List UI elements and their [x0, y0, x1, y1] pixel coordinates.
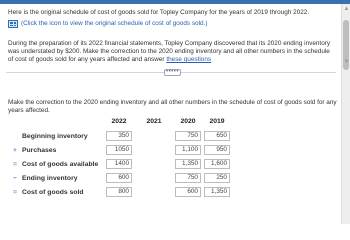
expand-more-button[interactable]: •••••: [165, 69, 179, 75]
problem-paragraph: [8, 40, 336, 64]
scroll-down-arrow-icon[interactable]: ▼: [343, 59, 350, 65]
row-label-text: Cost of goods available: [22, 160, 99, 168]
cell-ending-inventory-2020[interactable]: 750: [175, 173, 201, 183]
cell-beginning-inventory-2020[interactable]: 750: [175, 131, 201, 141]
row-label-purchases: [8, 145, 56, 155]
row-label-beginning-inventory: [8, 131, 88, 141]
schedule-link-row[interactable]: [8, 19, 208, 28]
row-label-text: Cost of goods sold: [22, 188, 84, 196]
cell-cost-available-2019[interactable]: 1,600: [204, 159, 230, 169]
cell-cogs-2020[interactable]: 600: [175, 187, 201, 197]
intro-text: Here is the original schedule of cost of goods sold for Topley Company for the years of 2019 through 2022.: [8, 9, 310, 16]
row-label-cost-of-goods-available: [8, 159, 98, 169]
vertical-scrollbar[interactable]: [341, 4, 350, 224]
spreadsheet-icon[interactable]: [8, 20, 18, 28]
cell-beginning-inventory-2019[interactable]: 650: [204, 131, 230, 141]
row-label-text: Ending inventory: [22, 174, 78, 182]
minus-operator: −: [13, 174, 17, 182]
column-header-2019: 2019: [209, 118, 225, 125]
column-header-2022: 2022: [111, 118, 127, 125]
schedule-link-text[interactable]: (Click the icon to view the original schedule of cost of goods sold.): [21, 20, 208, 27]
row-label-text: Purchases: [22, 146, 57, 154]
equals-operator: =: [13, 188, 17, 196]
cell-purchases-2022[interactable]: 1050: [106, 145, 132, 155]
cell-ending-inventory-2022[interactable]: 600: [106, 173, 132, 183]
cell-beginning-inventory-2022[interactable]: 350: [106, 131, 132, 141]
row-label-text: Beginning inventory: [22, 132, 88, 140]
top-accent-bar: [0, 0, 350, 4]
questions-link[interactable]: these questions: [166, 56, 212, 63]
column-header-2020: 2020: [180, 118, 196, 125]
cell-cogs-2019[interactable]: 1,350: [204, 187, 230, 197]
cell-purchases-2019[interactable]: 950: [204, 145, 230, 155]
cell-cost-available-2020[interactable]: 1,350: [175, 159, 201, 169]
column-header-2021: 2021: [146, 118, 162, 125]
cell-cost-available-2022[interactable]: 1400: [106, 159, 132, 169]
cell-cogs-2022[interactable]: 800: [106, 187, 132, 197]
problem-text: During the preparation of its 2022 financial statements, Topley Company discovered that its 2020 ending inventory was understated by $200. Make the correction to the 2020 ending inventory and all other numbers in the schedule of cost of goods sold for any years affected and answer: [8, 40, 331, 63]
scroll-up-arrow-icon[interactable]: ▲: [343, 6, 350, 12]
plus-operator: +: [13, 146, 17, 154]
cell-ending-inventory-2019[interactable]: 250: [204, 173, 230, 183]
instruction-text: Make the correction to the 2020 ending inventory and all other numbers in the schedule of cost of goods sold for any years affected.: [8, 99, 337, 114]
row-label-cost-of-goods-sold: [8, 187, 84, 197]
equals-operator: =: [13, 160, 17, 168]
cell-purchases-2020[interactable]: 1,100: [175, 145, 201, 155]
row-label-ending-inventory: [8, 173, 78, 183]
